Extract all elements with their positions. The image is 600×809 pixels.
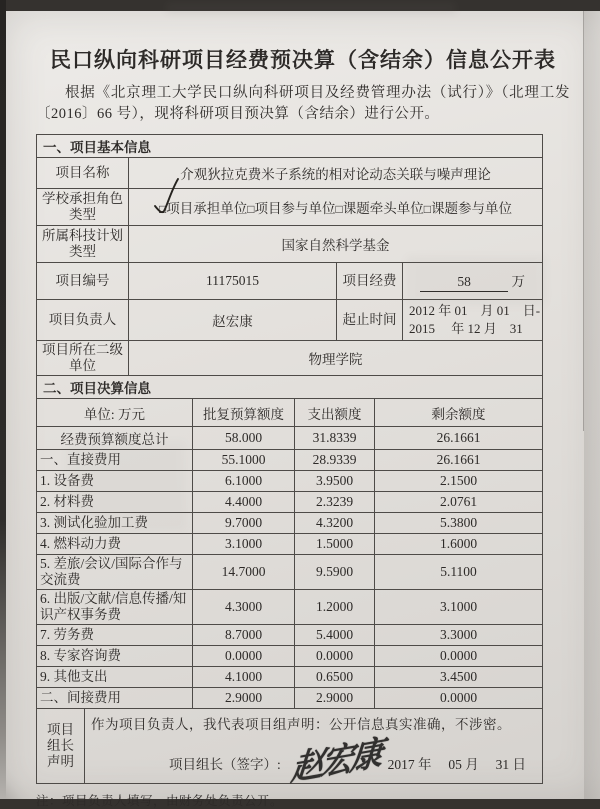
page-title: 民口纵向科研项目经费预决算（含结余）信息公开表 — [50, 48, 556, 72]
paper-corner-curl — [6, 761, 36, 799]
table-row: 7. 劳务费 8.7000 5.4000 3.3000 — [37, 625, 543, 646]
project-no-label: 项目编号 — [37, 263, 129, 300]
col-header-remaining: 剩余额度 — [375, 399, 543, 427]
col-header-unit: 单位: 万元 — [37, 399, 193, 427]
funding-value: 58 万 — [403, 263, 543, 300]
table-row: 6. 出版/文献/信息传播/知识产权事务费 4.3000 1.2000 3.1000 — [37, 590, 543, 625]
footnote: 注：项目负责人填写，由财务处负责公开。 — [36, 794, 284, 808]
declaration-statement: 作为项目负责人，我代表项目组声明：公开信息真实准确，不涉密。 — [91, 717, 511, 732]
table-row: 9. 其他支出 4.1000 0.6500 3.4500 — [37, 667, 543, 688]
project-name-label: 项目名称 — [37, 158, 129, 189]
table-row — [37, 376, 543, 399]
budget-table — [36, 375, 543, 709]
intro-paragraph: 根据《北京理工大学民口纵向科研项目及经费管理办法（试行）》（北理工发〔2016〕66 号），现将科研项目预决算（含结余）进行公开。 — [36, 85, 570, 122]
handwritten-check-icon — [152, 182, 180, 218]
backdrop-left-edge — [0, 0, 6, 799]
signature-label: 项目组长（签字）: — [169, 757, 281, 772]
table-row: 1. 设备费 6.1000 3.9500 2.1500 — [37, 471, 543, 492]
duration-label: 起止时间 — [337, 300, 403, 341]
checkbox-project-partner-unit: □ — [247, 202, 255, 216]
program-type-value: 国家自然科学基金 — [129, 226, 543, 263]
signature-date: 2017 年 05 月 31 日 — [387, 757, 526, 772]
table-row — [37, 341, 543, 376]
table-row — [37, 135, 543, 158]
basic-info-table — [36, 134, 543, 376]
table-row — [37, 709, 543, 784]
table-row: 5. 差旅/会议/国际合作与交流费 14.7000 9.5900 5.1100 — [37, 555, 543, 590]
col-header-approved: 批复预算额度 — [193, 399, 295, 427]
duration-value: 2012 年 01 月 01 日- 2015 年 12 月 31 — [403, 300, 543, 341]
table-row: 二、间接费用 2.9000 2.9000 0.0000 — [37, 688, 543, 709]
document-sheet — [6, 11, 600, 808]
secondary-unit-value: 物理学院 — [129, 341, 543, 376]
checkbox-project-lead-unit: □ — [159, 201, 166, 217]
role-type-label: 学校承担角色 类型 — [37, 189, 129, 226]
table-row: 4. 燃料动力费 3.1000 1.5000 1.6000 — [37, 534, 543, 555]
program-type-label: 所属科技计划 类型 — [37, 226, 129, 263]
table-row — [37, 189, 543, 226]
project-no-value: 11175015 — [129, 263, 337, 300]
pi-label: 项目负责人 — [37, 300, 129, 341]
table-row: 2. 材料费 4.4000 2.3239 2.0761 — [37, 492, 543, 513]
checkbox-topic-lead-unit: □ — [335, 202, 343, 216]
bleed-through-smudge — [406, 256, 546, 306]
bleed-through-smudge — [166, 3, 456, 13]
section-2-title: 二、项目决算信息 — [43, 381, 151, 396]
bleed-through-smudge — [66, 441, 186, 531]
declaration-label: 项目 组长 声明 — [37, 709, 85, 784]
funding-label: 项目经费 — [337, 263, 403, 300]
pi-value: 赵宏康 — [129, 300, 337, 341]
signature: 赵宏康 — [289, 735, 382, 789]
project-name-value: 介观狄拉克费米子系统的相对论动态关联与噪声理论 — [129, 158, 543, 189]
table-row: 3. 测试化验加工费 9.7000 4.3200 5.3800 — [37, 513, 543, 534]
declaration-content — [85, 709, 543, 789]
table-row: 经费预算额度总计 58.000 31.8339 26.1661 — [37, 427, 543, 450]
declaration-table — [36, 708, 543, 789]
col-header-spent: 支出额度 — [295, 399, 375, 427]
checkbox-topic-partner-unit: □ — [423, 202, 431, 216]
table-row: 一、直接费用 55.1000 28.9339 26.1661 — [37, 450, 543, 471]
table-row: 8. 专家咨询费 0.0000 0.0000 0.0000 — [37, 646, 543, 667]
secondary-unit-label: 项目所在二级 单位 — [37, 341, 129, 376]
role-type-options: □项目承担单位□项目参与单位□课题牵头单位□课题参与单位 — [129, 189, 543, 226]
table-row — [37, 158, 543, 189]
table-header-row — [37, 399, 543, 427]
paper-right-shade — [584, 11, 600, 799]
section-1-title: 一、项目基本信息 — [43, 140, 151, 155]
